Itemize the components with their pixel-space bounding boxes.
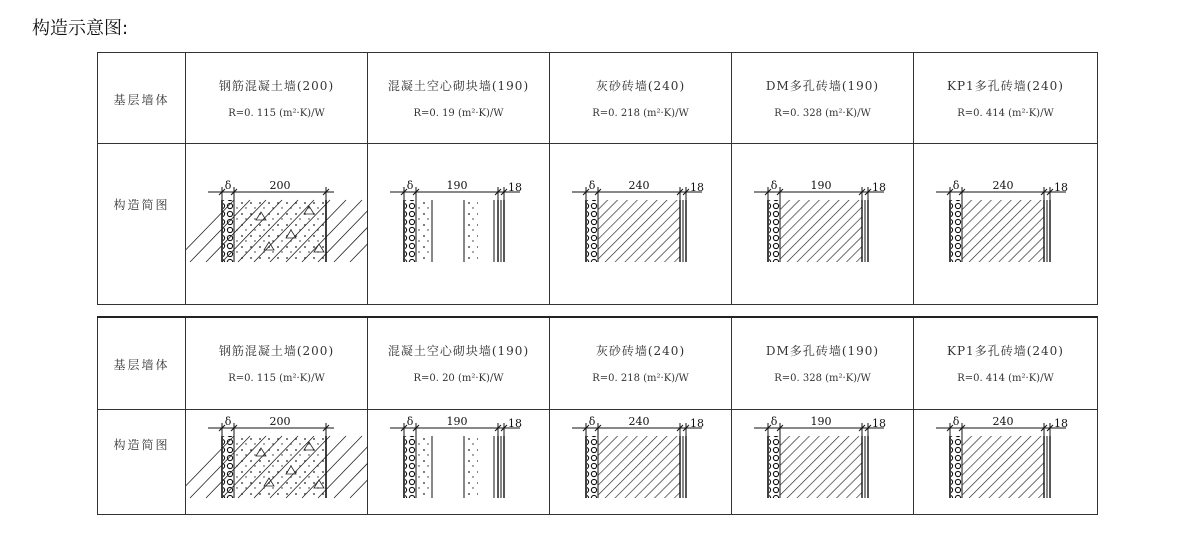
insulation-layer	[951, 200, 962, 262]
row-label-text: 基层墙体	[113, 92, 170, 107]
wall-construction-table-2	[97, 316, 1098, 515]
dimension-delta-label: δ	[952, 179, 960, 192]
row-label-diagram	[98, 144, 186, 305]
row-label-diagram	[98, 409, 186, 514]
wall-type-label: KP1多孔砖墙(240)	[947, 344, 1064, 359]
dimension-end-label: 18	[508, 416, 522, 430]
wall-header-cell	[914, 317, 1098, 409]
dimension-main-label: 190	[446, 414, 468, 428]
dimension-delta-label: δ	[952, 414, 960, 428]
r-value-label: R=0. 218 (m²·K)/W	[592, 108, 689, 119]
dimension-main-label: 240	[628, 179, 650, 192]
brick-wall-section	[598, 200, 680, 262]
wall-section-diagram	[368, 178, 550, 264]
dimension-end-label: 18	[690, 181, 704, 194]
wall-section-diagram	[550, 178, 732, 264]
concrete-aggregate	[234, 436, 326, 498]
base-wall-row	[98, 53, 1098, 144]
wall-type-label: 灰砂砖墙(240)	[595, 344, 686, 359]
block-web-section	[418, 200, 432, 262]
dimension-main-label: 240	[992, 179, 1014, 192]
wall-header-cell	[186, 317, 368, 409]
r-value-label: R=0. 414 (m²·K)/W	[957, 373, 1054, 385]
dimension-end-label: 18	[1054, 416, 1068, 430]
dimension-delta-label: δ	[406, 179, 414, 192]
wall-diagram-cell	[550, 144, 732, 305]
r-value-label: R=0. 20 (m²·K)/W	[413, 373, 504, 385]
dimension-delta-label: δ	[770, 179, 778, 192]
wall-header-cell	[368, 317, 550, 409]
concrete-aggregate	[234, 200, 326, 262]
dimension-delta-label: δ	[406, 414, 414, 428]
wall-header-cell	[186, 53, 368, 144]
wall-header-cell	[368, 53, 550, 144]
brick-wall-section	[780, 200, 862, 262]
dimension-end-label: 18	[872, 416, 886, 430]
wall-diagram-cell	[732, 409, 914, 514]
diagram-row	[98, 409, 1098, 514]
wall-type-label: 混凝土空心砌块墙(190)	[387, 344, 530, 359]
wall-diagram-cell	[186, 144, 368, 305]
wall-section-diagram	[550, 414, 732, 500]
wall-header-cell	[732, 53, 914, 144]
wall-diagram-cell	[186, 409, 368, 514]
dimension-delta-label: δ	[224, 179, 232, 192]
dimension-delta-label: δ	[588, 179, 596, 192]
wall-diagram-cell	[368, 409, 550, 514]
block-web-section	[464, 200, 478, 262]
wall-section-diagram	[186, 178, 368, 264]
insulation-layer	[405, 200, 416, 262]
wall-section-diagram	[914, 178, 1096, 264]
dimension-end-label: 18	[690, 416, 704, 430]
dimension-main-label: 200	[269, 414, 291, 428]
wall-section-diagram	[914, 414, 1096, 500]
insulation-layer	[587, 200, 598, 262]
wall-diagram-cell	[914, 409, 1098, 514]
wall-type-label: 混凝土空心砌块墙(190)	[387, 79, 530, 93]
brick-wall-section	[780, 436, 862, 498]
r-value-label: R=0. 328 (m²·K)/W	[774, 373, 871, 385]
dimension-end-label: 18	[1054, 181, 1068, 194]
dimension-delta-label: δ	[588, 414, 596, 428]
row-label-text: 构造简图	[113, 437, 170, 452]
row-label-text: 基层墙体	[113, 357, 170, 372]
r-value-label: R=0. 19 (m²·K)/W	[413, 108, 504, 119]
dimension-delta-label: δ	[770, 414, 778, 428]
brick-wall-section	[962, 200, 1044, 262]
block-web-section	[418, 436, 432, 498]
dimension-main-label: 240	[992, 414, 1014, 428]
concrete-hatch-line	[334, 436, 368, 498]
wall-diagram-cell	[914, 144, 1098, 305]
r-value-label: R=0. 218 (m²·K)/W	[592, 373, 689, 385]
wall-header-cell	[732, 317, 914, 409]
wall-type-label: 钢筋混凝土墙(200)	[218, 344, 335, 359]
dimension-main-label: 190	[446, 179, 468, 192]
wall-section-diagram	[186, 414, 368, 500]
dimension-main-label: 200	[269, 179, 291, 192]
wall-section-diagram	[732, 178, 914, 264]
dimension-end-label: 18	[508, 181, 522, 194]
wall-diagram-cell	[732, 144, 914, 305]
insulation-layer	[587, 436, 598, 498]
brick-wall-section	[598, 436, 680, 498]
concrete-hatch-line	[334, 200, 368, 262]
wall-construction-table-1	[97, 52, 1098, 305]
block-web-section	[464, 436, 478, 498]
r-value-label: R=0. 414 (m²·K)/W	[957, 108, 1054, 119]
dimension-main-label: 240	[628, 414, 650, 428]
wall-diagram-cell	[550, 409, 732, 514]
wall-type-label: DM多孔砖墙(190)	[765, 344, 880, 359]
insulation-layer	[769, 436, 780, 498]
r-value-label: R=0. 115 (m²·K)/W	[228, 108, 325, 119]
wall-diagram-cell	[368, 144, 550, 305]
wall-section-diagram	[732, 414, 914, 500]
base-wall-row	[98, 317, 1098, 409]
wall-header-cell	[550, 53, 732, 144]
brick-wall-section	[962, 436, 1044, 498]
dimension-end-label: 18	[872, 181, 886, 194]
dimension-main-label: 190	[810, 179, 832, 192]
wall-type-label: 灰砂砖墙(240)	[595, 79, 686, 93]
insulation-layer	[951, 436, 962, 498]
row-label-base-wall	[98, 53, 186, 144]
row-label-text: 构造简图	[113, 198, 170, 212]
wall-section-diagram	[368, 414, 550, 500]
wall-type-label: KP1多孔砖墙(240)	[947, 79, 1064, 93]
row-label-base-wall	[98, 317, 186, 409]
page-title: 构造示意图:	[32, 18, 129, 39]
wall-type-label: DM多孔砖墙(190)	[765, 79, 880, 93]
insulation-layer	[769, 200, 780, 262]
r-value-label: R=0. 115 (m²·K)/W	[228, 373, 325, 385]
wall-header-cell	[550, 317, 732, 409]
wall-header-cell	[914, 53, 1098, 144]
diagram-row	[98, 144, 1098, 305]
wall-type-label: 钢筋混凝土墙(200)	[218, 79, 335, 93]
dimension-delta-label: δ	[224, 414, 232, 428]
dimension-main-label: 190	[810, 414, 832, 428]
insulation-layer	[405, 436, 416, 498]
r-value-label: R=0. 328 (m²·K)/W	[774, 108, 871, 119]
